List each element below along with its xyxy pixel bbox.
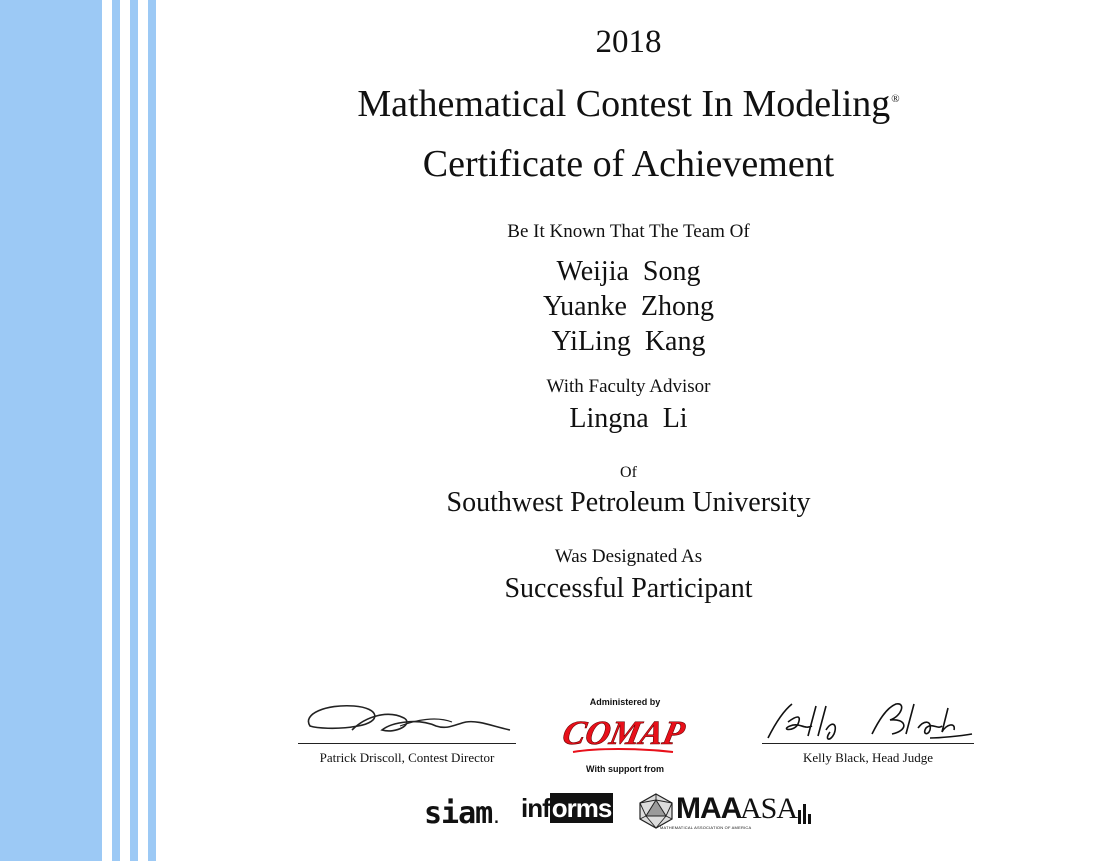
- comap-logo: [559, 708, 689, 758]
- asa-bars-icon: [797, 800, 811, 826]
- decorative-border: [0, 0, 160, 861]
- judge-signature: [760, 700, 975, 744]
- designation: Successful Participant: [504, 573, 753, 604]
- certificate-title: Certificate of Achievement: [422, 143, 835, 185]
- asa-logo: [740, 792, 811, 826]
- signature-line-left: [298, 743, 516, 744]
- border-stripe-wide: [0, 0, 102, 861]
- maa-subtitle: MATHEMATICAL ASSOCIATION OF AMERICA: [660, 825, 752, 830]
- informs-logo: [521, 793, 613, 829]
- director-caption: Patrick Driscoll, Contest Director: [319, 750, 495, 765]
- support-label: With support from: [586, 764, 664, 774]
- intro-text: Be It Known That The Team Of: [507, 221, 750, 242]
- informs-logo-prefix: inf: [521, 793, 550, 823]
- sponsor-logos: [418, 788, 818, 836]
- contest-name: [160, 82, 1097, 126]
- asa-logo-text: ASA: [740, 792, 798, 825]
- siam-logo-text: siam: [424, 796, 493, 831]
- designated-label: Was Designated As: [554, 546, 703, 567]
- team-member: Yuanke Zhong: [542, 291, 715, 322]
- svg-text:COMAP: COMAP: [559, 714, 689, 752]
- director-signature: [296, 696, 518, 742]
- certificate-year: 2018: [595, 24, 662, 60]
- informs-logo-suffix: orms: [551, 793, 612, 823]
- signature-line-right: [762, 743, 974, 744]
- contest-name-text: Mathematical Contest In Modeling: [357, 83, 891, 125]
- border-stripe-2: [130, 0, 138, 861]
- administered-by-label: Administered by: [589, 697, 661, 707]
- of-label: Of: [620, 464, 637, 481]
- registered-mark: ®: [891, 93, 900, 106]
- advisor-label: With Faculty Advisor: [546, 376, 711, 397]
- team-member: YiLing Kang: [551, 326, 706, 357]
- maa-logo: MAA: [676, 792, 742, 825]
- border-stripe-1: [112, 0, 120, 861]
- institution-name: Southwest Petroleum University: [446, 487, 811, 518]
- judge-caption: Kelly Black, Head Judge: [803, 750, 933, 765]
- siam-logo: siam.: [424, 796, 500, 831]
- border-stripe-3: [148, 0, 156, 861]
- advisor-name: Lingna Li: [569, 403, 688, 434]
- team-member: Weijia Song: [556, 256, 701, 287]
